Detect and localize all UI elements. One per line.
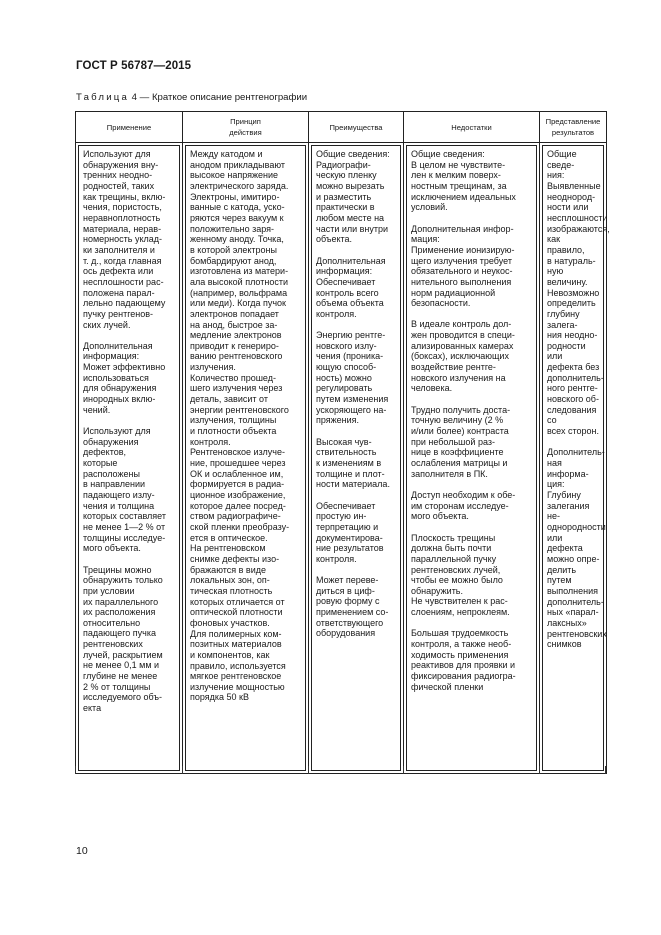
cell-paragraph: Общие сведения: Радиографи- ческую пленку можно вырезать и разместить практически в любом месте на части или внутри объекта. — [316, 149, 390, 245]
cell-paragraph: Общие сведения: В целом не чувствите- лен к мелким поверх- ностным трещинам, за исключением идеальных условий. — [411, 149, 516, 213]
cell-frame — [542, 145, 610, 771]
cell-paragraph: Используют для обнаружения вну- тренних неодно- родностей, таких как трещины, вклю- чения, пористость, неравноплотность материала, нерав- номерность уклад- ки заполнителя и т. д., когда главная ось дефекта или несплошности рас- положена парал- лельно падающему пучку рентгенов- ских лучей. — [83, 149, 166, 330]
cell-frame — [78, 145, 180, 771]
table-cell-results — [540, 143, 610, 774]
column-header: Применение — [76, 112, 183, 143]
table-continuation-tick — [75, 766, 76, 774]
table-cell-advantages — [309, 143, 404, 774]
document-header: ГОСТ Р 56787—2015 — [76, 60, 192, 72]
cell-paragraph: Между катодом и анодом прикладывают высокое напряжение электрического заряда. Электроны, имитиро- ванные с катода, уско- ряются через вакуум к положительно заря- женному аноду. Точка, в которой электроны бомбардируют анод, изготовлена из матери- ала высокой плотности (например, вольфрама или меди). Когда пучок электронов попадает на анод, быстрое за- медление электронов приводит к генериро- ванию рентгеновского излучения. Количество прошед- шего излучения через деталь, зависит от энергии рентгеновского излучения, толщины и плотности объекта контроля. Рентгеновское излуче- ние, прошедшее через ОК и ослабленное им, формируется в радиа- ционное изображение, которое далее посред- ством радиографиче- ской пленки преобразу- ется в оптическое. На рентгеновском снимке дефекты изо- бражаются в виде локальных зон, оп- тическая плотность которых отличается от оптической плотности фоновых участков. Для полимерных ком- позитных материалов и компонентов, как правило, используется мягкое рентгеновское излучение мощностью порядка 50 кВ — [190, 149, 290, 703]
cell-frame — [185, 145, 306, 771]
table-header-row — [76, 112, 607, 143]
table-cell-disadvantages — [404, 143, 540, 774]
cell-paragraph: Дополнитель- ная информа- ция: Глубину залегания не- однородности или дефекта можно опре- делить путем выполнения дополнитель- ных «парал- лаксных» рентгеновских снимков — [547, 447, 607, 650]
cell-paragraph: Общие сведе- ния: Выявленные неоднород- ности или несплошности изображаются, как правило, в натураль- ную величину. Невозможно определить глубину залега- ния неодно- родности или дефекта без дополнитель- ного рентге- новского об- следования со всех сторон. — [547, 149, 610, 437]
description-table — [75, 111, 610, 774]
cell-paragraph: Дополнительная информация: Обеспечивает контроль всего объема объекта контроля. — [316, 255, 386, 319]
column-header: Недостатки — [404, 112, 540, 143]
cell-paragraph: Высокая чув- ствительность к изменениям в толщине и плот- ности материала. — [316, 436, 390, 490]
cell-frame — [406, 145, 537, 771]
table-cell-principle — [183, 143, 309, 774]
cell-paragraph: Дополнительная информация: Может эффективно использоваться для обнаружения инородных вклю- чений. — [83, 340, 166, 415]
table-row — [76, 143, 607, 774]
caption-text: 4 — Краткое описание рентгенографии — [129, 92, 308, 103]
table-continuation-tick — [605, 766, 606, 774]
table-cell-application — [76, 143, 183, 774]
column-header: Преимущества — [309, 112, 404, 143]
cell-paragraph: Плоскость трещины должна быть почти параллельной пучку рентгеновских лучей, чтобы ее можно было обнаружить. Не чувствителен к рас- слоениям, непроклеям. — [411, 532, 510, 618]
cell-paragraph: Энергию рентге- новского излу- чения (проника- ющую способ- ность) можно регулировать путем изменения ускоряющего на- пряжения. — [316, 330, 389, 426]
caption-prefix: Таблица — [76, 92, 130, 103]
cell-paragraph: Доступ необходим к обе- им сторонам исследуе- мого объекта. — [411, 489, 516, 522]
table-continuation-tick — [308, 766, 309, 774]
column-header: Представление результатов — [540, 112, 607, 143]
cell-paragraph: Может переве- диться в циф- ровую форму с применением со- ответствующего оборудования — [316, 575, 389, 639]
cell-paragraph: Трудно получить доста- точную величину (2 % и/или более) контраста при небольшой раз- нице в коэффициенте ослабления матрицы и заполнителя в ПК. — [411, 404, 511, 479]
page-number: 10 — [76, 845, 88, 857]
column-header: Принцип действия — [183, 112, 309, 143]
cell-paragraph: Обеспечивает простую ин- терпретацию и документирова- ние результатов контроля. — [316, 500, 384, 564]
table-continuation-tick — [403, 766, 404, 774]
cell-paragraph: Большая трудоемкость контроля, а также необ- ходимость применения реактивов для проявки и фиксирования радиогра- фической пленки — [411, 628, 516, 692]
cell-frame — [311, 145, 401, 771]
cell-paragraph: В идеале контроль дол- жен проводится в специ- ализированных камерах (боксах), исключающих воздействие рентге- новского излучения на человека. — [411, 319, 515, 394]
cell-paragraph: Трещины можно обнаружить только при условии их параллельного их расположения относительно падающего пучка рентгеновских лучей, раскрытием не менее 0,1 мм и глубине не менее 2 % от толщины исследуемого объ- екта — [83, 564, 163, 714]
cell-paragraph: Дополнительная инфор- мация: Применение ионизирую- щего излучения требует обязательного и неукос- нительного выполнения норм радиационной безопасности. — [411, 223, 515, 309]
cell-paragraph: Используют для обнаружения дефектов, которые расположены в направлении падающего излу- чения и толщина которых составляет не менее 1—2 % от толщины исследуе- мого объекта. — [83, 426, 167, 554]
table-continuation-tick — [182, 766, 183, 774]
table-caption — [76, 92, 307, 103]
table-continuation-tick — [539, 766, 540, 774]
